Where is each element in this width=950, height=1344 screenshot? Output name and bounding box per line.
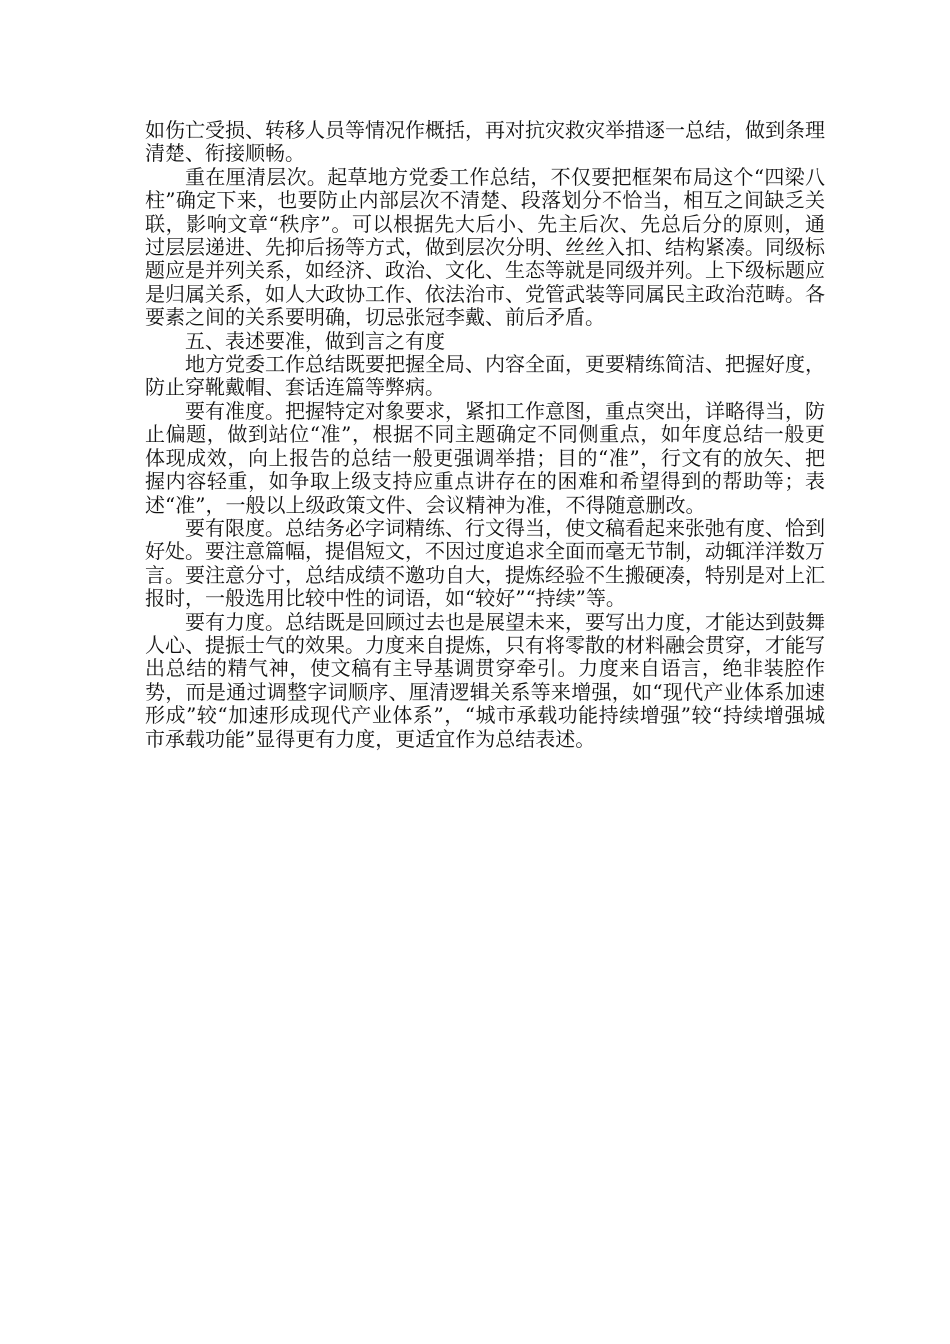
paragraph-continued: 如伤亡受损、转移人员等情况作概括，再对抗灾救灾举措逐一总结，做到条理清楚、衔接顺畅。 — [145, 118, 825, 166]
paragraph-layering: 重在厘清层次。起草地方党委工作总结，不仅要把框架布局这个“四梁八柱”确定下来，也要防止内部层次不清楚、段落划分不恰当，相互之间缺乏关联，影响文章“秩序”。可以根据先大后小、先主后次、先总后分的原则，通过层层递进、先抑后扬等方式，做到层次分明、丝丝入扣、结构紧凑。同级标题应是并列关系，如经济、政治、文化、生态等就是同级并列。上下级标题应是归属关系，如人大政协工作、依法治市、党管武装等同属民主政治范畴。各要素之间的关系要明确，切忌张冠李戴、前后矛盾。 — [145, 164, 825, 330]
document-body — [145, 119, 825, 751]
paragraph-strength: 要有力度。总结既是回顾过去也是展望未来，要写出力度，才能达到鼓舞人心、提振士气的效果。力度来自提炼，只有将零散的材料融会贯穿，才能写出总结的精气神，使文稿有主导基调贯穿牵引。力度来自语言，绝非装腔作势，而是通过调整字词顺序、厘清逻辑关系等来增强，如“现代产业体系加速形成”较“加速形成现代产业体系”，“城市承载功能持续增强”较“持续增强城市承载功能”显得更有力度，更适宜作为总结表述。 — [145, 609, 825, 751]
paragraph-limit: 要有限度。总结务必字词精练、行文得当，使文稿看起来张弛有度、恰到好处。要注意篇幅，提倡短文，不因过度追求全面而毫无节制，动辄洋洋数万言。要注意分寸，总结成绩不邀功自大，提炼经验不生搬硬凑，特别是对上汇报时，一般选用比较中性的词语，如“较好”“持续”等。 — [145, 515, 825, 611]
section-heading-five: 五、表述要准，做到言之有度 — [185, 328, 445, 353]
paragraph-accuracy: 要有准度。把握特定对象要求，紧扣工作意图，重点突出，详略得当，防止偏题，做到站位“准”，根据不同主题确定不同侧重点，如年度总结一般更体现成效，向上报告的总结一般更强调举措；目的“准”，行文有的放矢、把握内容轻重，如争取上级支持应重点讲存在的困难和希望得到的帮助等；表述“准”，一般以上级政策文件、会议精神为准，不得随意删改。 — [145, 398, 825, 517]
paragraph-section-intro: 地方党委工作总结既要把握全局、内容全面，更要精练简洁、把握好度，防止穿靴戴帽、套话连篇等弊病。 — [145, 352, 825, 400]
